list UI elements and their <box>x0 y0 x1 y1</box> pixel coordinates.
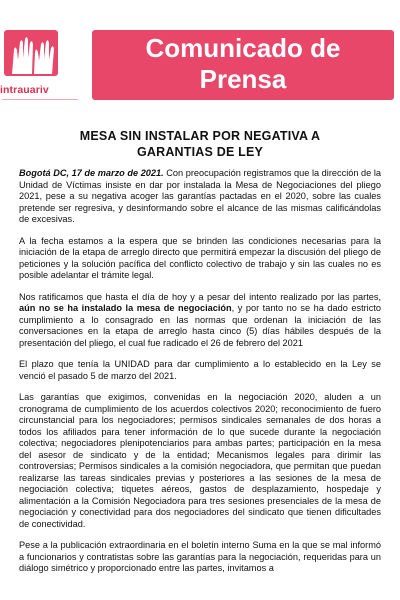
header <box>0 0 400 110</box>
paragraph-2: A la fecha estamos a la espera que se brinden las condiciones necesarias para la iniciación de la etapa de arreglo directo que permitirá empezar la discusión del pliego de peticiones y la solución pacífica del conflicto colectivo de trabajo y sin las cuales no es posible adelantar el trámite legal. <box>19 235 381 280</box>
raised-hands-icon <box>4 30 58 76</box>
date-line: Bogotá DC, 17 de marzo de 2021. <box>19 168 164 178</box>
paragraph-3-bold: aún no se ha instalado la mesa de negociación <box>19 303 232 313</box>
paragraph-1-text: Con preocupación registramos que la dirección de la Unidad de Víctimas insiste en dar por instalada la Mesa de Negociaciones del pliego 2021, pese a su negativa acoger las garantías pactadas en el 2020, sobre las cuales pretende ser regresiva, y desinformando sobre el alcance de las mismas calificándolas de excesivas. <box>19 168 381 224</box>
org-name: intrauariv <box>0 84 49 96</box>
paragraph-3 <box>19 292 381 350</box>
document-title <box>40 128 360 160</box>
org-underline <box>2 99 78 103</box>
title-line-2: GARANTIAS DE LEY <box>136 145 264 159</box>
paragraph-4: El plazo que tenía la UNIDAD para dar cumplimiento a lo establecido en la Ley se venció el pasado 5 de marzo del 2021. <box>19 359 381 381</box>
title-line-1: MESA SIN INSTALAR POR NEGATIVA A <box>79 129 321 143</box>
banner-line-1: Comunicado de <box>145 33 341 63</box>
paragraph-1 <box>19 168 381 226</box>
press-release-banner <box>92 30 394 100</box>
paragraph-3-part-a: Nos ratificamos que hasta el día de hoy y a pesar del intento realizado por las partes, <box>19 291 381 302</box>
paragraph-5: Las garantías que exigimos, convenidas en la negociación 2020, aluden a un cronograma de cumplimiento de los acuerdos colectivos 2020; reconocimiento de fuero circunstancial para los negociadores; permisos sindicales semanales de dos horas a todos los afiliados para tener información de lo que sucede durante la negociación colectiva; negociadores plenipotenciarios para ambas partes; participación en la mesa del asesor de sindicato y de la entidad; Mecanismos legales para dirimir las controversias; Permisos sindicales a la comisión negociadora, que permitan que puedan realizarse las tareas sindicales previas y posteriores a las sesiones de la mesa de negociación colectiva; tiquetes aéreos, gastos de desplazamiento, hospedaje y alimentación a la Comisión Negociadora para tres sesiones presenciales de la mesa de negociación y conectividad para dos negociadores del sindicato que tienen dificultades de conectividad. <box>19 392 381 529</box>
paragraph-3-part-b: , y por tanto no se ha dado estricto cumplimiento a lo consagrado en las normas que ordenan la iniciación de las conversaciones en la etapa de arreglo hasta cinco (5) días hábiles después de la presentación del pliego, el cual fue radicado el 26 de febrero del 2021 <box>19 303 381 348</box>
paragraph-6: Pese a la publicación extraordinaria en el boletín interno Suma en la que se mal informó a funcionarios y contratistas sobre las garantías para la negociación, requeridas para un diálogo simétrico y proporcionado entre las partes, invitamos a <box>19 540 381 573</box>
document-body <box>19 168 381 585</box>
union-logo <box>4 30 58 76</box>
banner-line-2: Prensa <box>199 64 287 94</box>
